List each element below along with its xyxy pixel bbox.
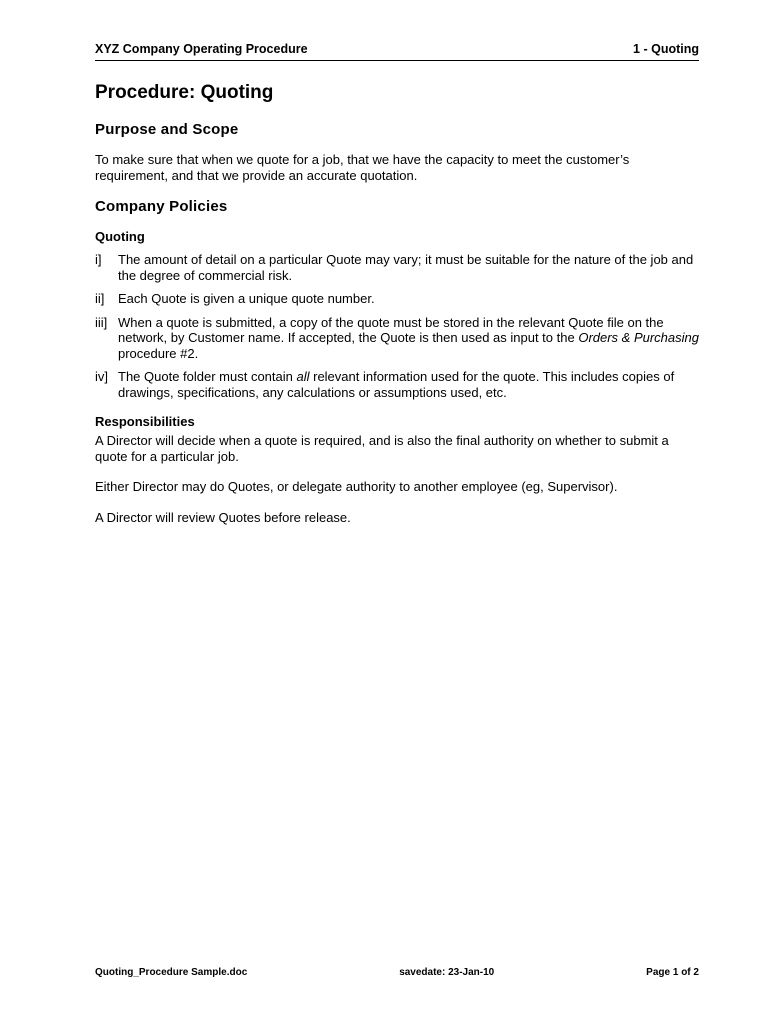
list-item: [95, 291, 699, 307]
quoting-policy-list: [95, 252, 699, 400]
list-item-text: When a quote is submitted, a copy of the quote must be stored in the relevant Quote file on the network, by Customer name. If accepted, the Quote is then used as input to the Orders & Purchasing procedure #2.: [118, 314, 699, 361]
list-item: [95, 369, 699, 400]
responsibilities-paragraph: A Director will decide when a quote is required, and is also the final authority on whether to submit a quote for a particular job.: [95, 433, 669, 464]
responsibilities-paragraph: Either Director may do Quotes, or delegate authority to another employee (eg, Supervisor).: [95, 479, 618, 494]
footer-savedate: savedate: 23-Jan-10: [399, 967, 495, 978]
responsibilities-paragraph: A Director will review Quotes before release.: [95, 509, 351, 525]
list-item-number: i]: [95, 252, 102, 267]
header-company-title: XYZ Company Operating Procedure: [95, 42, 308, 56]
list-item-number: iv]: [95, 369, 108, 384]
header-section-label: 1 - Quoting: [633, 42, 699, 56]
footer-filename: Quoting_Procedure Sample.doc: [95, 967, 248, 978]
list-item: [95, 315, 699, 362]
list-item-text: The Quote folder must contain all relevant information used for the quote. This includes copies of drawings, specifications, any calculations or assumptions used, etc.: [118, 369, 675, 400]
list-item-number: iii]: [95, 314, 108, 330]
responsibilities-heading: Responsibilities: [95, 414, 195, 429]
page-header: [95, 42, 699, 61]
quoting-subheading: Quoting: [95, 229, 145, 244]
list-item: [95, 252, 699, 283]
all-emphasis: all: [296, 369, 310, 384]
page-footer: [95, 967, 699, 978]
purpose-heading: Purpose and Scope: [95, 121, 239, 138]
purpose-paragraph: To make sure that when we quote for a job, that we have the capacity to meet the customer’s requirement, and that we provide an accurate quotation.: [95, 152, 630, 183]
document-body: [95, 80, 699, 525]
footer-page-number: Page 1 of 2: [646, 967, 699, 978]
list-item-number: ii]: [95, 291, 105, 306]
policies-heading: Company Policies: [95, 198, 228, 215]
page-title: Procedure: Quoting: [95, 82, 274, 103]
orders-purchasing-reference: Orders & Purchasing: [578, 330, 699, 345]
list-item-text: Each Quote is given a unique quote number.: [118, 291, 375, 306]
list-item-text: The amount of detail on a particular Quote may vary; it must be suitable for the nature of the job and the degree of commercial risk.: [118, 252, 694, 283]
